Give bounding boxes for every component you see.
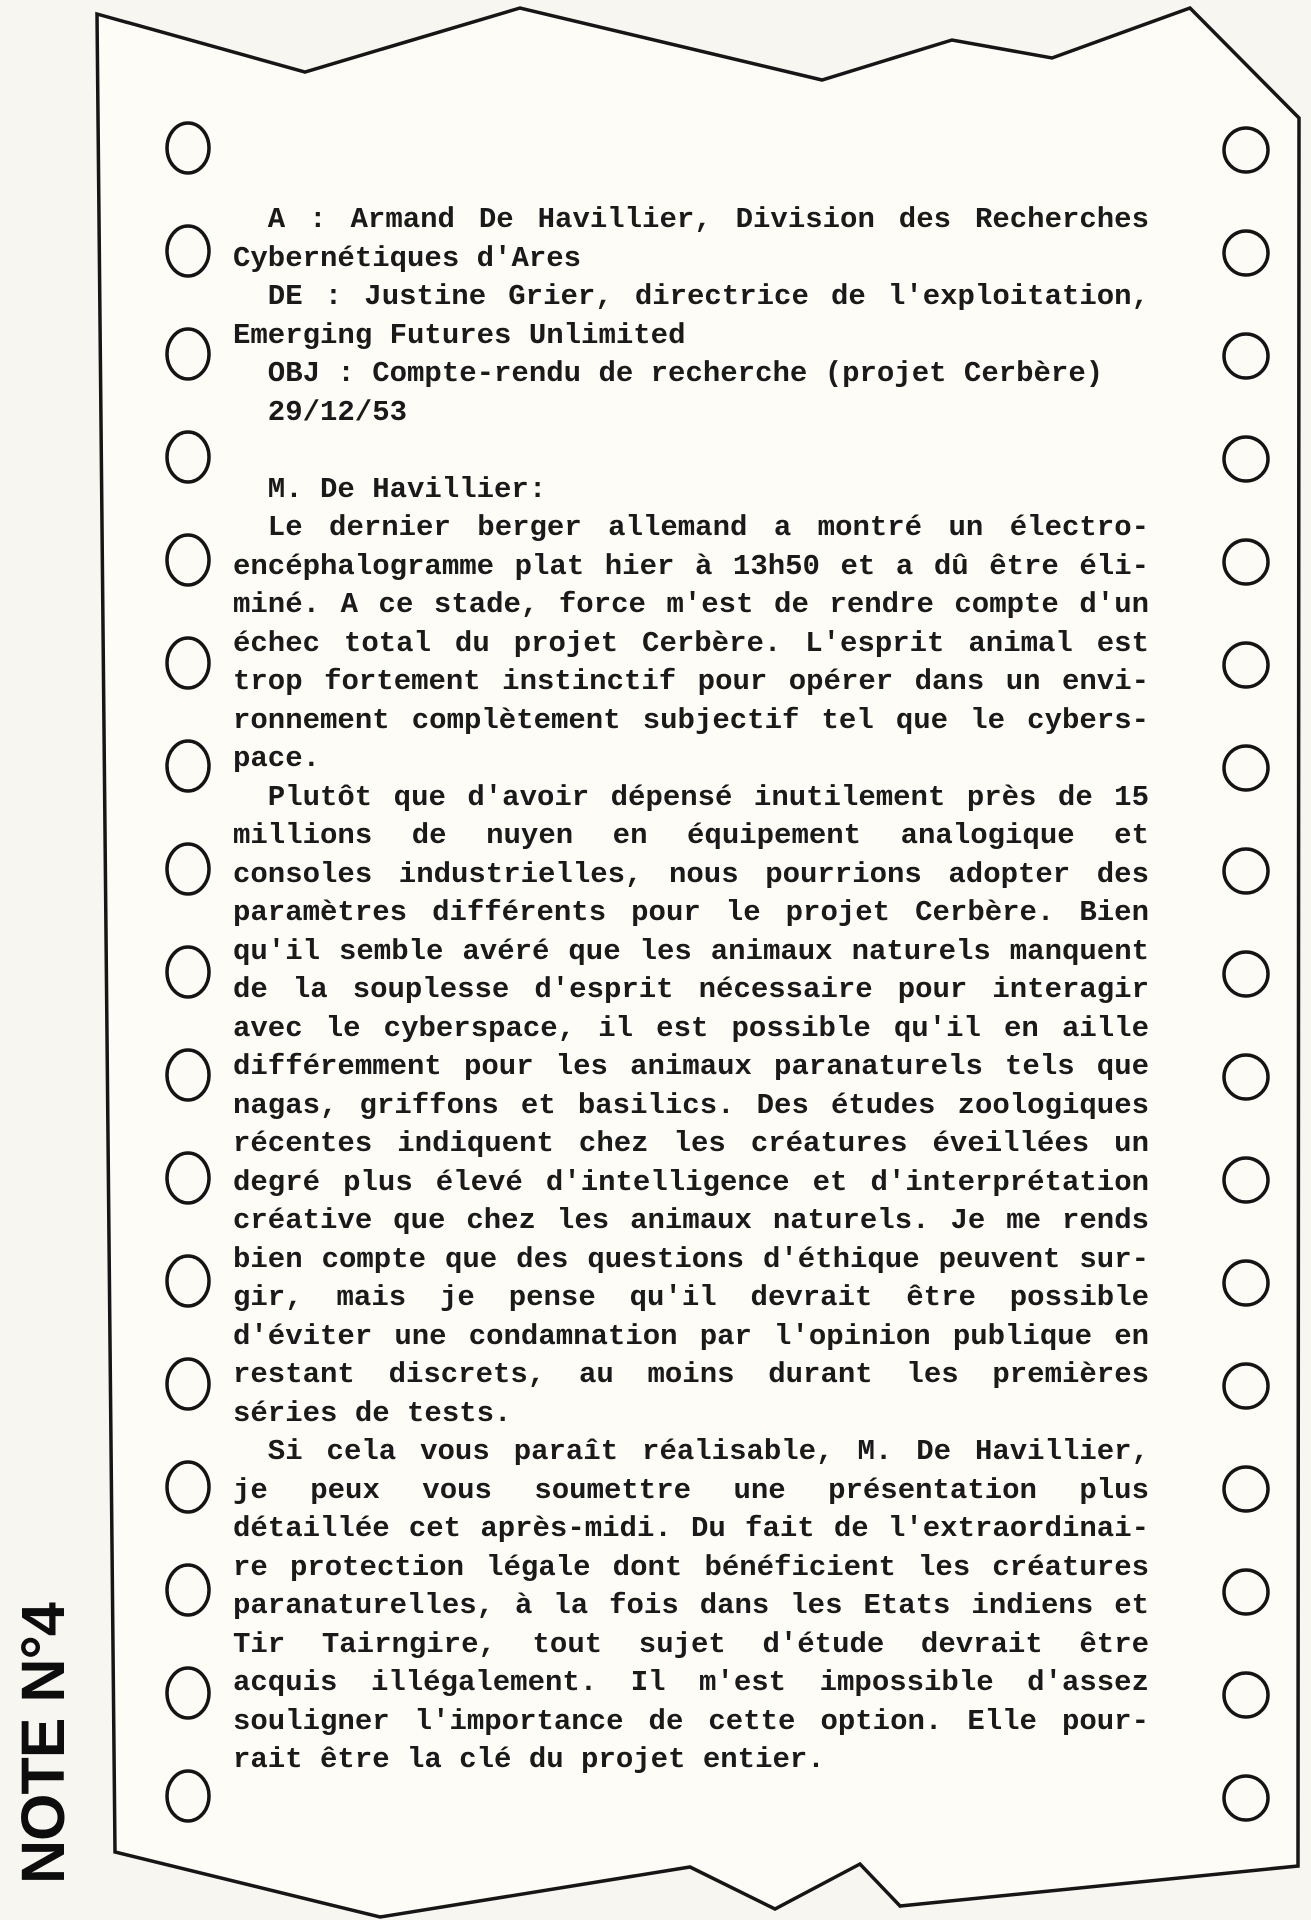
memo-line: paramètres différents pour le projet Cerbère. Bien (233, 896, 1149, 929)
punch-hole (167, 329, 209, 379)
memo-line: Si cela vous paraît réalisable, M. De Havillier, (267, 1435, 1149, 1468)
memo-line: Emerging Futures Unlimited (233, 318, 686, 352)
punch-hole (167, 638, 209, 688)
memo-line: échec total du projet Cerbère. L'esprit animal est (233, 626, 1149, 660)
memo-line: Tir Tairngire, tout sujet d'étude devrait être (233, 1627, 1149, 1661)
memo-line: créative que chez les animaux naturels. Je me rends (233, 1204, 1149, 1237)
memo-line: 29/12/53 (267, 395, 408, 429)
punch-hole (1224, 231, 1268, 275)
punch-hole (167, 844, 209, 894)
punch-hole (167, 1565, 209, 1615)
memo-line: Le dernier berger allemand a montré un électro- (267, 511, 1149, 544)
punch-hole (167, 1462, 209, 1512)
memo-line: rait être la clé du projet entier. (233, 1743, 825, 1776)
note-number-label: NOTE N°4 (9, 1603, 77, 1884)
memo-line: nagas, griffons et basilics. Des études zoologiques (233, 1088, 1149, 1122)
punch-hole (167, 226, 209, 276)
memo-line: acquis illégalement. Il m'est impossible d'assez (233, 1666, 1149, 1699)
memo-line: pace. (233, 742, 321, 775)
punch-hole (167, 1256, 209, 1306)
memo-line: A : Armand De Havillier, Division des Recherches (267, 203, 1149, 236)
punch-hole (1224, 849, 1268, 893)
punch-hole (1224, 1570, 1268, 1614)
memo-line: miné. A ce stade, force m'est de rendre compte d'un (233, 588, 1149, 621)
punch-hole (1224, 643, 1268, 687)
punch-hole (1224, 540, 1268, 584)
punch-hole (167, 123, 209, 173)
memo-line: gir, mais je pense qu'il devrait être possible (233, 1281, 1149, 1314)
memo-line: Plutôt que d'avoir dépensé inutilement près de 15 (267, 780, 1149, 814)
memo-line: séries de tests. (233, 1396, 512, 1430)
punch-hole (167, 1359, 209, 1409)
memo-line: récentes indiquent chez les créatures éveillées un (233, 1127, 1149, 1160)
memo-line: encéphalogramme plat hier à 13h50 et a dû être éli- (233, 549, 1149, 583)
punch-hole (167, 947, 209, 997)
memo-line: qu'il semble avéré que les animaux naturels manquent (233, 934, 1149, 968)
punch-hole (1224, 128, 1268, 172)
memo-line: restant discrets, au moins durant les premières (233, 1358, 1149, 1391)
memo-line: Cybernétiques d'Ares (233, 241, 582, 275)
punch-hole (1224, 1055, 1268, 1099)
memo-line: différemment pour les animaux paranaturels tels que (233, 1050, 1149, 1083)
memo-line: DE : Justine Grier, directrice de l'exploitation, (267, 280, 1149, 313)
memo-line: consoles industrielles, nous pourrions adopter des (233, 857, 1149, 891)
punch-hole (167, 1050, 209, 1100)
memo-line: de la souplesse d'esprit nécessaire pour interagir (233, 973, 1149, 1006)
punch-hole (167, 535, 209, 585)
memo-line: paranaturelles, à la fois dans les Etats indiens et (233, 1589, 1149, 1622)
memo-line: je peux vous soumettre une présentation plus (233, 1473, 1149, 1507)
punch-hole (1224, 1776, 1268, 1820)
memo-line: trop fortement instinctif pour opérer dans un envi- (233, 665, 1149, 698)
memo-text (233, 201, 1149, 1780)
memo-line: souligner l'importance de cette option. Elle pour- (233, 1704, 1149, 1738)
memo-line: avec le cyberspace, il est possible qu'il en aille (233, 1011, 1149, 1045)
punch-hole (1224, 437, 1268, 481)
memo-line: M. De Havillier: (267, 472, 547, 506)
memo-line: OBJ : Compte-rendu de recherche (projet Cerbère) (267, 357, 1104, 390)
punch-hole (167, 1668, 209, 1718)
punch-hole (1224, 1158, 1268, 1202)
punch-hole (1224, 746, 1268, 790)
memo-line: ronnement complètement subjectif tel que le cybers- (233, 703, 1149, 737)
punch-hole (1224, 1364, 1268, 1408)
punch-hole (167, 741, 209, 791)
punch-hole (1224, 1467, 1268, 1511)
punch-hole (1224, 952, 1268, 996)
punch-hole (1224, 334, 1268, 378)
memo-line: d'éviter une condamnation par l'opinion publique en (233, 1319, 1149, 1353)
memo-line: bien compte que des questions d'éthique peuvent sur- (233, 1242, 1149, 1276)
punch-hole (167, 1771, 209, 1821)
punch-hole (1224, 1261, 1268, 1305)
memo-line: re protection légale dont bénéficient les créatures (233, 1550, 1149, 1584)
memo-line: millions de nuyen en équipement analogique et (233, 819, 1149, 852)
punch-hole (167, 1153, 209, 1203)
punch-hole (1224, 1673, 1268, 1717)
memo-blank-line (233, 432, 1149, 471)
punch-hole (167, 432, 209, 482)
memo-line: degré plus élevé d'intelligence et d'interprétation (233, 1165, 1149, 1199)
memo-line: détaillée cet après-midi. Du fait de l'extraordinai- (233, 1512, 1149, 1545)
